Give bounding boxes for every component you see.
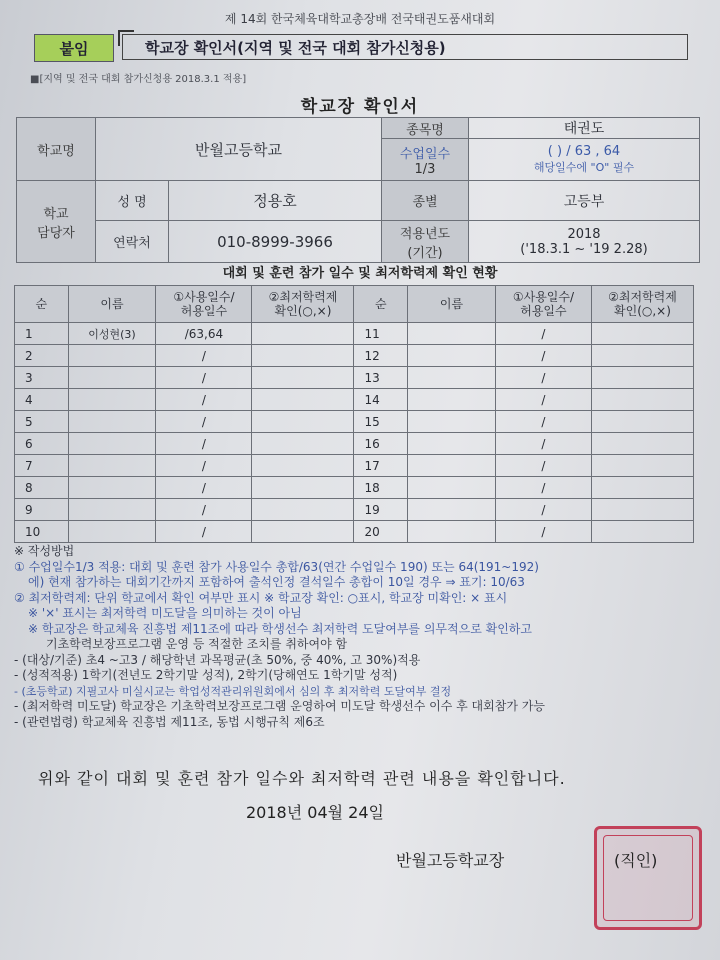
principal-name: 반월고등학교장 [396, 851, 505, 870]
row-no-2: 12 [354, 345, 408, 367]
row-days: / [156, 477, 252, 499]
col-min-header-1: ②최저학력제 [268, 290, 338, 304]
row-days: / [156, 389, 252, 411]
row-no-2: 14 [354, 389, 408, 411]
days-label-sub: 1/3 [414, 161, 436, 177]
instruction-line: 에) 현재 참가하는 대회기간까지 포함하여 출석인정 결석일수 총합이 10일 경우 ⇒ 표기: 10/63 [28, 575, 525, 589]
row-min-check [252, 367, 354, 389]
row-no: 5 [15, 411, 69, 433]
table-row [15, 323, 694, 345]
row-no-2: 15 [354, 411, 408, 433]
row-no-2: 11 [354, 323, 408, 345]
row-no-2: 20 [354, 521, 408, 543]
col-no-header: 순 [15, 286, 69, 323]
col-name2-header: 이름 [408, 286, 496, 323]
row-days: / [156, 499, 252, 521]
instruction-line: ② 최저학력제: 단위 학교에서 확인 여부만 표시 ※ 학교장 확인: ○표시, 학교장 미확인: × 표시 [14, 590, 508, 605]
row-min-check-2 [591, 455, 693, 477]
row-days: / [156, 367, 252, 389]
row-name [68, 455, 156, 477]
participation-table [14, 285, 694, 543]
instruction-line: ※ 학교장은 학교체육 진흥법 제11조에 따라 학생선수 최저학력 도달여부를 의무적으로 확인하고 [28, 621, 532, 636]
school-info-table [16, 117, 700, 263]
row-min-check [252, 389, 354, 411]
row-days: / [156, 345, 252, 367]
days-note: 해당일수에 "O" 필수 [533, 161, 635, 174]
staff-label-2: 담당자 [37, 225, 75, 241]
instruction-line: 기초학력보장프로그램 운영 등 적절한 조치를 취하여야 함 [46, 637, 348, 651]
table-row [15, 433, 694, 455]
row-min-check [252, 499, 354, 521]
row-name [68, 411, 156, 433]
instruction-line: - (대상/기준) 초4 ~고3 / 해당학년 과목평균(초 50%, 중 40%, 고 30%)적용 [14, 652, 421, 667]
table-row [15, 477, 694, 499]
row-name-2 [408, 367, 496, 389]
confirmation-statement: 위와 같이 대회 및 훈련 참가 일수와 최저학력 관련 내용을 확인합니다. [38, 769, 566, 788]
row-name [68, 433, 156, 455]
instruction-line: ① 수업일수1/3 적용: 대회 및 훈련 참가 사용일수 총합/63(연간 수업일수 190) 또는 64(191~192) [14, 559, 539, 574]
name-label: 성 명 [96, 181, 169, 221]
row-name-2 [408, 521, 496, 543]
row-name-2 [408, 499, 496, 521]
contact-label: 연락처 [96, 221, 169, 263]
instruction-line: - (최저학력 미도달) 학교장은 기초학력보장프로그램 운영하여 미도달 학생선수 이수 후 대회참가 가능 [14, 699, 545, 713]
col-days-header [156, 286, 252, 323]
row-no-2: 13 [354, 367, 408, 389]
row-days-2: / [495, 389, 591, 411]
row-name [68, 521, 156, 543]
row-name-2 [408, 455, 496, 477]
form-name: 학교장 확인서(지역 및 전국 대회 참가신청용) [145, 38, 446, 57]
table-header-row [15, 286, 694, 323]
row-days: / [156, 455, 252, 477]
instruction-line: ※ '×' 표시는 최저학력 미도달을 의미하는 것이 아님 [28, 606, 302, 620]
instructions [14, 544, 704, 730]
row-no-2: 19 [354, 499, 408, 521]
year-value: 2018 [567, 226, 601, 242]
row-name [68, 345, 156, 367]
row-days: / [156, 411, 252, 433]
table-row [15, 367, 694, 389]
year-label [382, 221, 469, 263]
col-days-header-2: 허용일수 [180, 304, 228, 318]
division-label: 종별 [382, 181, 469, 221]
row-name [68, 367, 156, 389]
row-min-check [252, 521, 354, 543]
row-no: 7 [15, 455, 69, 477]
row-name [68, 477, 156, 499]
division-value: 고등부 [469, 181, 700, 221]
row-days-2: / [495, 455, 591, 477]
seal-label: (직인) [614, 851, 658, 870]
row-name [68, 389, 156, 411]
col-no2-header: 순 [354, 286, 408, 323]
year-label-sub: (기간) [407, 245, 443, 261]
row-name [68, 499, 156, 521]
applicability-note: ■[지역 및 전국 대회 참가신청용 2018.3.1 적용] [30, 74, 247, 85]
row-no: 9 [15, 499, 69, 521]
table-row [15, 455, 694, 477]
instruction-line: - (성적적용) 1학기(전년도 2학기말 성적), 2학기(당해연도 1학기말 성적) [14, 668, 398, 682]
col-days2-header-2: 허용일수 [520, 304, 567, 318]
row-name-2 [408, 345, 496, 367]
row-days: / [156, 521, 252, 543]
school-label: 학교명 [17, 118, 96, 181]
staff-label [17, 181, 96, 263]
row-no: 1 [15, 323, 69, 345]
row-no-2: 16 [354, 433, 408, 455]
document-title: 학교장 확인서 [300, 97, 420, 117]
row-min-check-2 [591, 345, 693, 367]
col-name-header: 이름 [68, 286, 156, 323]
row-days-2: / [495, 521, 591, 543]
status-table-title: 대회 및 훈련 참가 일수 및 최저학력제 확인 현황 [222, 266, 498, 281]
row-days-2: / [495, 477, 591, 499]
table-row [15, 411, 694, 433]
col-min-header-2: 확인(○,×) [274, 304, 332, 318]
school-name: 반월고등학교 [96, 118, 382, 181]
row-min-check [252, 411, 354, 433]
row-days-2: / [495, 411, 591, 433]
row-min-check [252, 455, 354, 477]
days-value: ( ) / 63 , 64 [547, 144, 621, 159]
table-row [15, 521, 694, 543]
row-min-check-2 [591, 433, 693, 455]
row-no: 8 [15, 477, 69, 499]
event-title: 제 14회 한국체육대학교총장배 전국태권도품새대회 [224, 12, 496, 26]
row-days: / [156, 433, 252, 455]
row-min-check [252, 323, 354, 345]
instruction-line: - (초등학교) 지필고사 미실시교는 학업성적관리위원회에서 심의 후 최저학력 도달여부 결정 [14, 684, 452, 698]
row-min-check-2 [591, 521, 693, 543]
days-cell [469, 139, 700, 181]
sport-name: 태권도 [469, 118, 700, 139]
col-days2-header-1: ①사용일수/ [512, 290, 575, 304]
row-min-check [252, 345, 354, 367]
sport-label: 종목명 [382, 118, 469, 139]
row-no: 4 [15, 389, 69, 411]
year-period: ('18.3.1 ~ '19 2.28) [520, 241, 648, 257]
row-no: 2 [15, 345, 69, 367]
row-days-2: / [495, 433, 591, 455]
row-days-2: / [495, 345, 591, 367]
row-min-check-2 [591, 477, 693, 499]
row-days-2: / [495, 499, 591, 521]
row-days: /63,64 [156, 323, 252, 345]
instruction-line: - (관련법령) 학교체육 진흥법 제11조, 동법 시행규칙 제6조 [14, 714, 325, 729]
row-name-2 [408, 323, 496, 345]
row-no: 3 [15, 367, 69, 389]
attachment-tag: 붙임 [34, 34, 114, 62]
row-no: 10 [15, 521, 69, 543]
row-no-2: 18 [354, 477, 408, 499]
days-label-text: 수업일수 [399, 146, 451, 162]
row-days-2: / [495, 323, 591, 345]
instructions-heading: ※ 작성방법 [14, 544, 75, 558]
row-min-check [252, 433, 354, 455]
col-min2-header-1: ②최저학력제 [608, 290, 677, 304]
row-name: 이성현(3) [68, 323, 156, 345]
col-min2-header [591, 286, 693, 323]
form-name-bar [122, 34, 688, 60]
row-min-check-2 [591, 323, 693, 345]
staff-label-1: 학교 [43, 206, 69, 222]
row-min-check [252, 477, 354, 499]
table-row [15, 389, 694, 411]
row-min-check-2 [591, 367, 693, 389]
row-min-check-2 [591, 389, 693, 411]
days-label [382, 139, 469, 181]
row-name-2 [408, 433, 496, 455]
row-no: 6 [15, 433, 69, 455]
row-no-2: 17 [354, 455, 408, 477]
contact-value: 010-8999-3966 [169, 221, 382, 263]
col-min2-header-2: 확인(○,×) [614, 304, 671, 318]
staff-name: 정용호 [169, 181, 382, 221]
table-row [15, 499, 694, 521]
col-days2-header [495, 286, 591, 323]
col-days-header-1: ①사용일수/ [173, 290, 235, 304]
year-cell [469, 221, 700, 263]
row-name-2 [408, 389, 496, 411]
table-row [15, 345, 694, 367]
row-name-2 [408, 411, 496, 433]
row-min-check-2 [591, 499, 693, 521]
issue-date: 2018년 04월 24일 [246, 803, 384, 822]
col-min-header [252, 286, 354, 323]
row-days-2: / [495, 367, 591, 389]
row-name-2 [408, 477, 496, 499]
row-min-check-2 [591, 411, 693, 433]
year-label-text: 적용년도 [399, 226, 451, 242]
